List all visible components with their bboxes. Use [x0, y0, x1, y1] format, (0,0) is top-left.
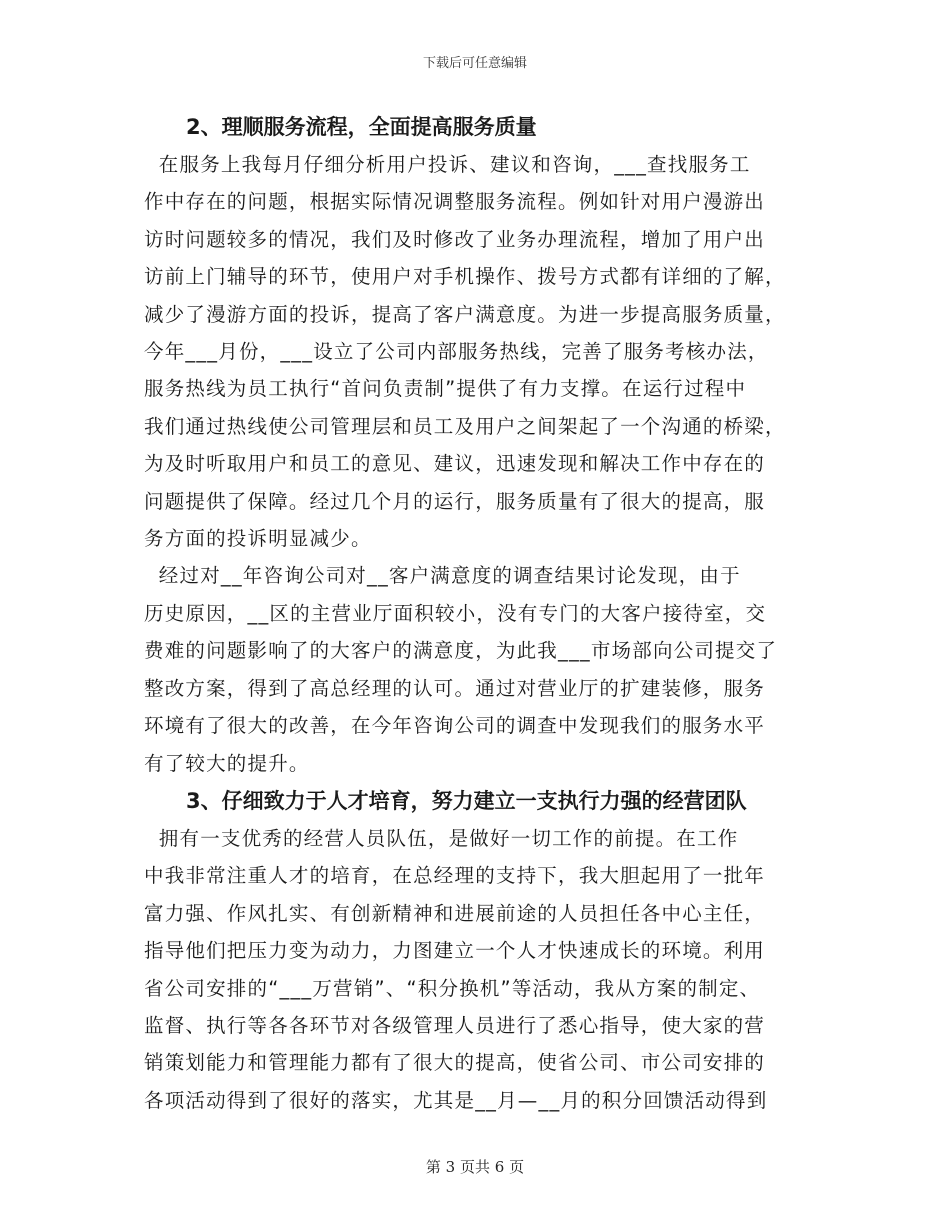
section-heading: 3、仔细致力于人才培育，努力建立一支执行力强的经营团队	[186, 788, 747, 813]
document-body	[144, 108, 834, 1119]
paragraph: 拥有一支优秀的经营人员队伍，是做好一切工作的前提。在工作 中我非常注重人才的培育，在总经理的支持下，我大胆起用了一批年 富力强、作风扎实、有创新精神和进展前途的人员担任各中心主任， 指导他们把压力变为动力，力图建立一个人才快速成长的环境。利用 省公司安排的“___万营销”、“积分换机”等活动，我从方案的制定、 监督、执行等各各环节对各级管理人员进行了悉心指导，使大家的营 销策划能力和管理能力都有了很大的提高，使省公司、市公司安排的 各项活动得到了很好的落实，尤其是__月—__月的积分回馈活动得到	[144, 826, 768, 1112]
page-footer: 第 3 页共 6 页	[425, 1158, 525, 1176]
paragraph: 在服务上我每月仔细分析用户投诉、建议和咨询，___查找服务工 作中存在的问题，根据实际情况调整服务流程。例如针对用户漫游出 访时问题较多的情况，我们及时修改了业务办理流程，增加了用户出 访前上门辅导的环节，使用户对手机操作、拨号方式都有详细的了解， 减少了漫游方面的投诉，提高了客户满意度。为进一步提高服务质量， 今年___月份，___设立了公司内部服务热线，完善了服务考核办法， 服务热线为员工执行“首问负责制”提供了有力支撑。在运行过程中 我们通过热线使公司管理层和员工及用户之间架起了一个沟通的桥梁， 为及时听取用户和员工的意见、建议，迅速发现和解决工作中存在的 问题提供了保障。经过几个月的运行，服务质量有了很大的提高，服 务方面的投诉明显减少。	[144, 153, 786, 551]
page-header: 下载后可任意编辑	[422, 56, 527, 71]
section-heading: 2、理顺服务流程，全面提高服务质量	[186, 115, 537, 139]
paragraph: 经过对__年咨询公司对__客户满意度的调查结果讨论发现，由于 历史原因，__区的主营业厅面积较小，没有专门的大客户接待室，交 费难的问题影响了的大客户的满意度，为此我___市场部向公司提交了 整改方案，得到了高总经理的认可。通过对营业厅的扩建装修，服务 环境有了很大的改善，在今年咨询公司的调查中发现我们的服务水平 有了较大的提升。	[144, 564, 778, 775]
